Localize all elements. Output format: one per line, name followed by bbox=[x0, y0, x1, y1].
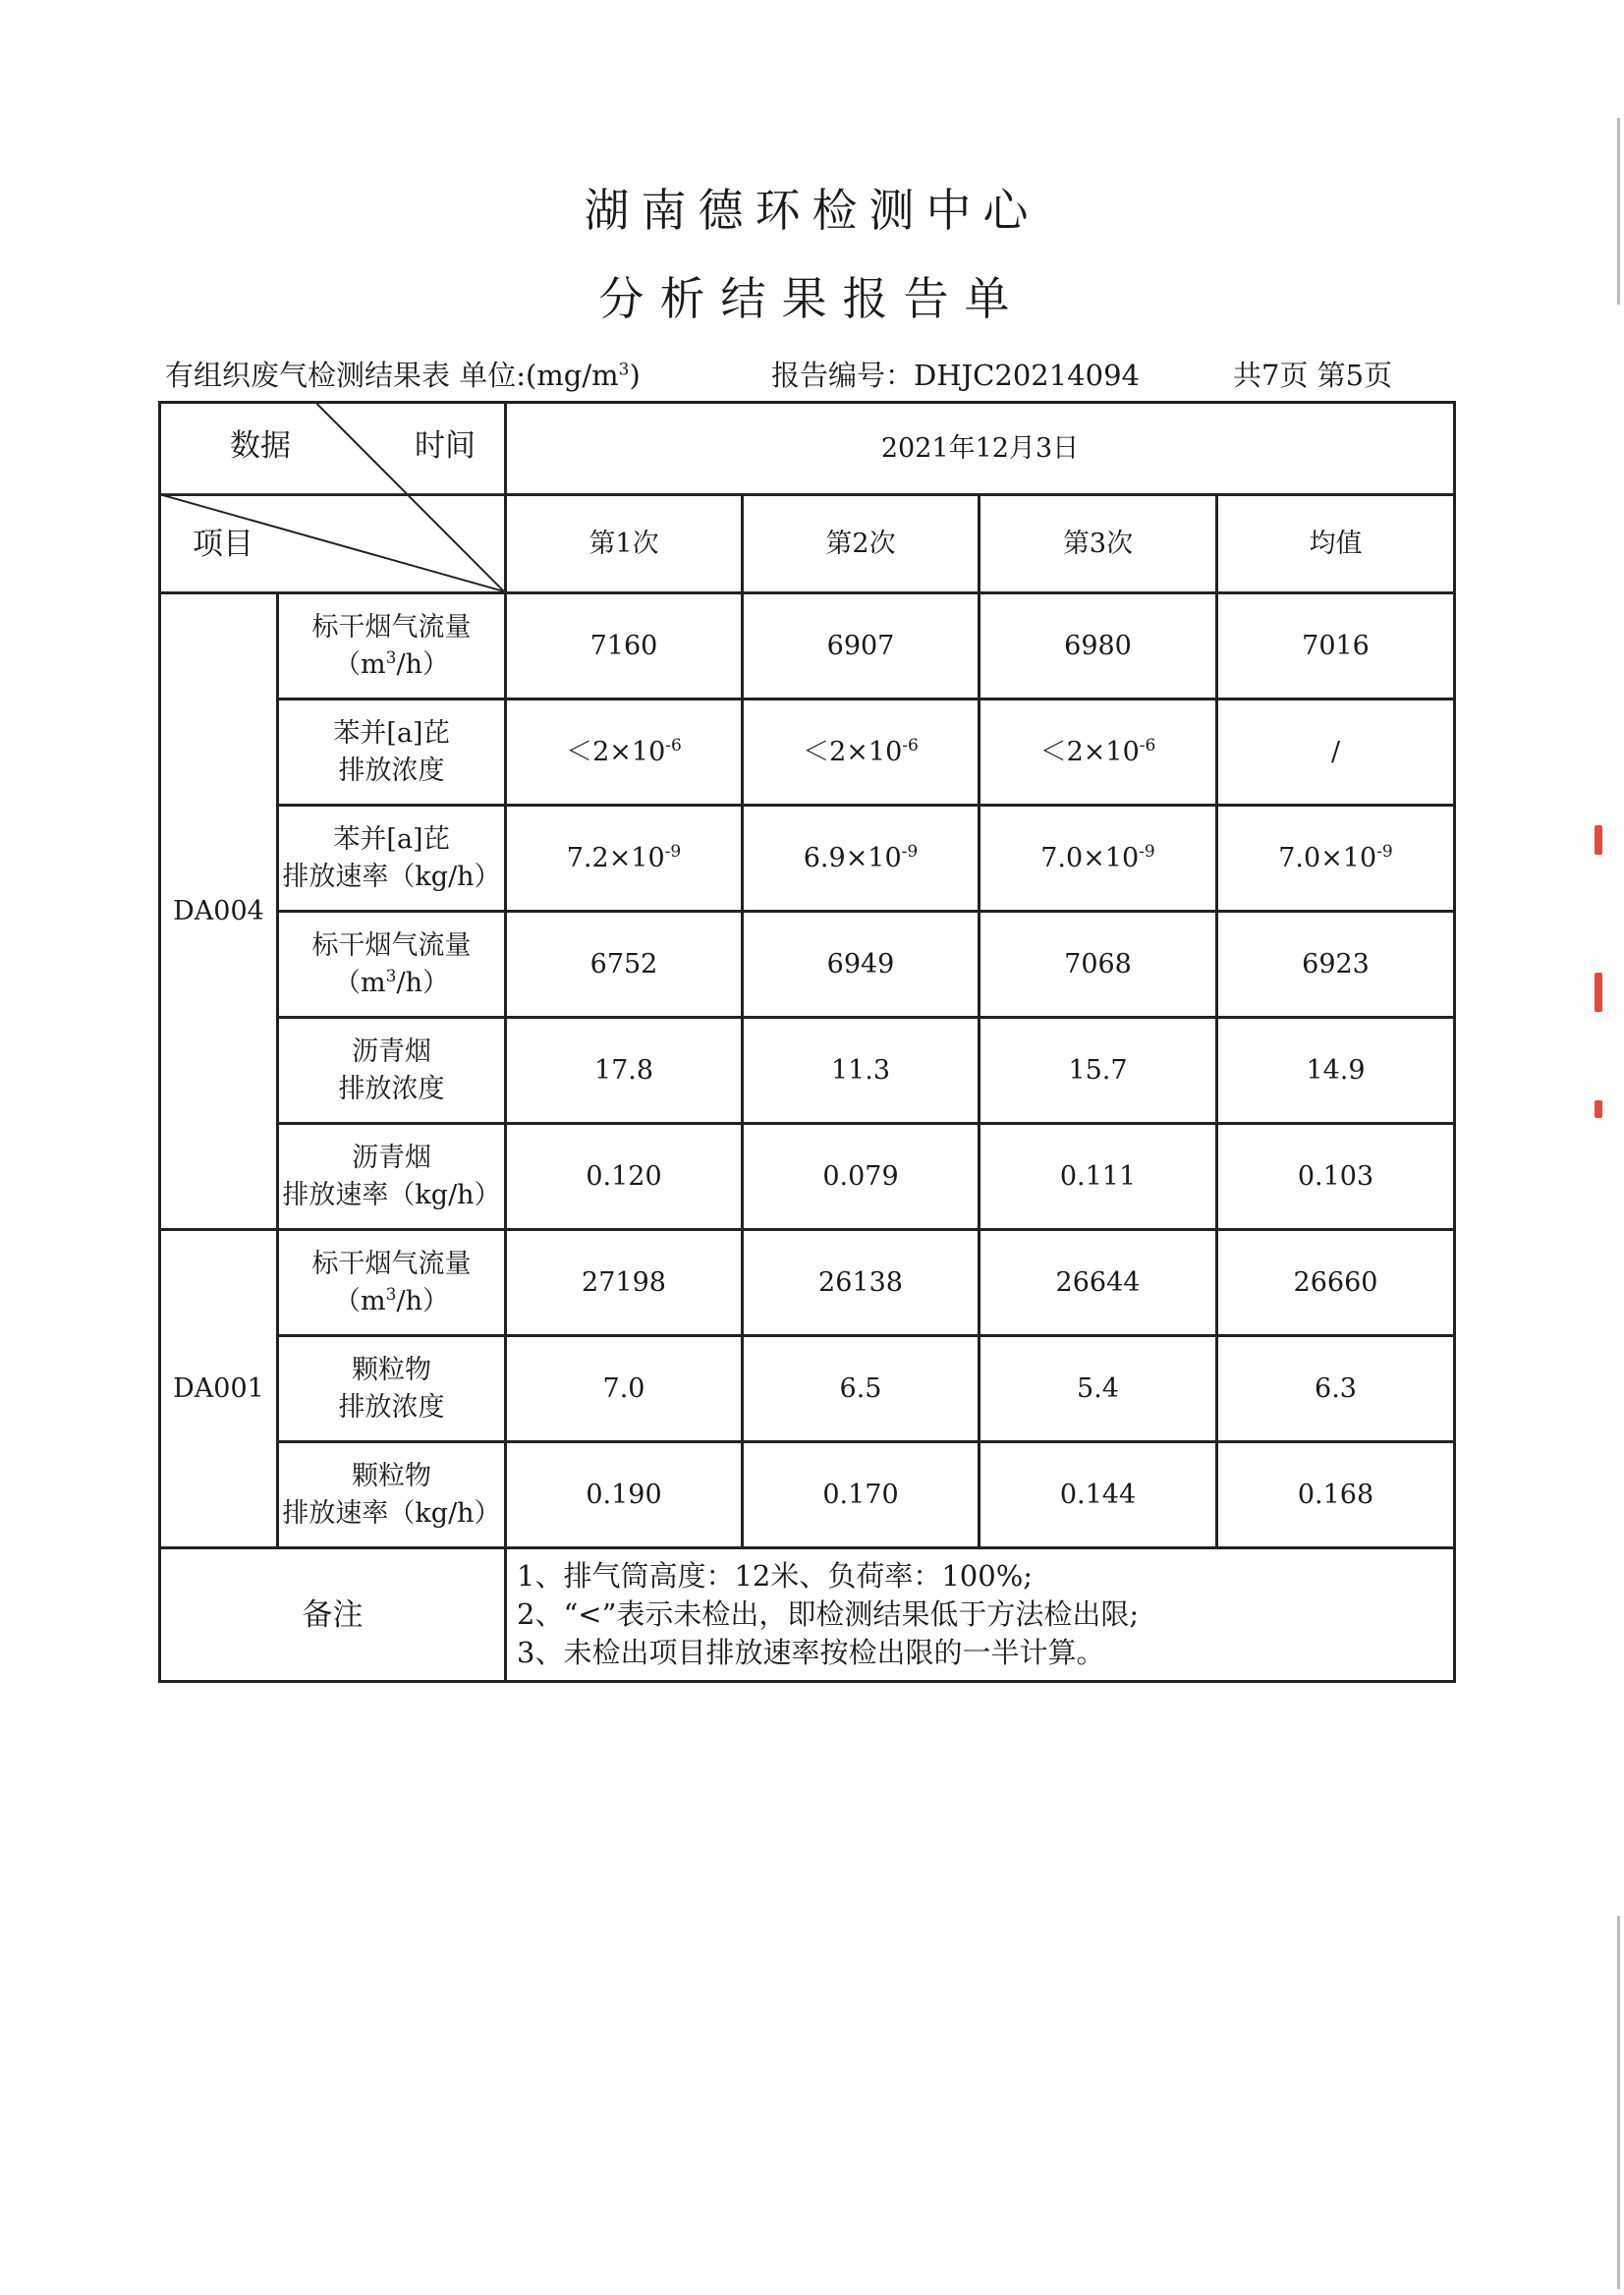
value-cell bbox=[506, 806, 743, 912]
results-table bbox=[158, 401, 1456, 1683]
table-row bbox=[160, 1018, 1455, 1124]
unit-sup: 3 bbox=[385, 647, 397, 668]
col-header-run1: 第1次 bbox=[506, 495, 743, 593]
remarks-label: 备注 bbox=[160, 1548, 506, 1682]
value-cell: 26138 bbox=[743, 1230, 980, 1336]
page-info: 共7页 第5页 bbox=[1233, 359, 1393, 392]
table-row bbox=[160, 912, 1455, 1018]
item-line2 bbox=[279, 646, 504, 684]
table-row bbox=[160, 700, 1455, 806]
corner-label-time: 时间 bbox=[415, 428, 476, 464]
item-line2: 排放速率（kg/h） bbox=[282, 1497, 501, 1529]
item-cell bbox=[278, 912, 506, 1018]
unit-sup: 3 bbox=[385, 1284, 397, 1305]
table-row bbox=[160, 806, 1455, 912]
item-line2: 排放浓度 bbox=[338, 755, 445, 786]
value-cell: 7160 bbox=[506, 593, 743, 700]
avg-cell bbox=[1217, 806, 1455, 912]
col-header-run3: 第3次 bbox=[980, 495, 1217, 593]
item-line2: 排放浓度 bbox=[338, 1391, 445, 1423]
report-number-label: 报告编号： bbox=[771, 359, 915, 392]
item-line1: 标干烟气流量 bbox=[311, 929, 472, 961]
value-cell: 15.7 bbox=[980, 1018, 1217, 1124]
col-header-avg: 均值 bbox=[1217, 495, 1455, 593]
item-line1: 颗粒物 bbox=[352, 1354, 431, 1385]
table-caption-prefix: 有组织废气检测结果表 单位:(mg/m bbox=[165, 359, 619, 392]
value-exp: -6 bbox=[1139, 735, 1156, 756]
remarks-row bbox=[160, 1548, 1455, 1682]
value-exp: -6 bbox=[665, 735, 682, 756]
item-cell bbox=[278, 1230, 506, 1336]
value-cell: 0.111 bbox=[980, 1124, 1217, 1230]
scan-edge-line bbox=[1617, 1916, 1620, 2289]
remark-line: 1、排气筒高度：12米、负荷率：100%; bbox=[517, 1559, 1034, 1593]
unit-suffix: /h） bbox=[396, 648, 449, 680]
document-title: 分析结果报告单 bbox=[598, 272, 1026, 325]
item-line1: 苯并[a]芘 bbox=[333, 823, 450, 855]
value-base: ＜2×10 bbox=[566, 736, 666, 767]
group-label-da004: DA004 bbox=[160, 593, 278, 1230]
item-cell bbox=[278, 1018, 506, 1124]
table-row bbox=[160, 593, 1455, 700]
avg-cell: 14.9 bbox=[1217, 1018, 1455, 1124]
value-cell: 0.144 bbox=[980, 1442, 1217, 1548]
item-cell bbox=[278, 1124, 506, 1230]
value-cell bbox=[980, 700, 1217, 806]
corner-label-data: 数据 bbox=[230, 428, 291, 464]
item-cell bbox=[278, 700, 506, 806]
avg-cell: / bbox=[1217, 700, 1455, 806]
value-cell bbox=[980, 806, 1217, 912]
item-line1: 苯并[a]芘 bbox=[333, 717, 450, 749]
value-exp: -9 bbox=[1376, 841, 1393, 862]
org-title: 湖南德环检测中心 bbox=[584, 184, 1040, 237]
value-exp: -9 bbox=[1139, 841, 1155, 862]
group-label-da001: DA001 bbox=[160, 1230, 278, 1548]
date-header: 2021年12月3日 bbox=[506, 403, 1455, 495]
value-cell: 6949 bbox=[743, 912, 980, 1018]
item-cell bbox=[278, 1336, 506, 1442]
value-cell: 6980 bbox=[980, 593, 1217, 700]
scan-edge-line bbox=[1617, 118, 1620, 305]
remark-line: 3、未检出项目排放速率按检出限的一半计算。 bbox=[517, 1636, 1105, 1669]
value-cell bbox=[743, 806, 980, 912]
item-line2 bbox=[279, 1283, 504, 1320]
table-row bbox=[160, 1230, 1455, 1336]
table-row bbox=[160, 1442, 1455, 1548]
table-row bbox=[160, 1336, 1455, 1442]
avg-cell: 6923 bbox=[1217, 912, 1455, 1018]
value-exp: -6 bbox=[902, 735, 919, 756]
table-caption bbox=[165, 354, 641, 394]
avg-cell: 7016 bbox=[1217, 593, 1455, 700]
value-cell: 27198 bbox=[506, 1230, 743, 1336]
value-base: 6.9×10 bbox=[803, 842, 902, 873]
item-line1: 标干烟气流量 bbox=[311, 611, 472, 643]
item-line2: 排放速率（kg/h） bbox=[282, 1179, 501, 1210]
value-cell: 17.8 bbox=[506, 1018, 743, 1124]
value-cell bbox=[743, 700, 980, 806]
value-cell: 7068 bbox=[980, 912, 1217, 1018]
value-base: ＜2×10 bbox=[803, 736, 903, 767]
value-cell: 7.0 bbox=[506, 1336, 743, 1442]
value-exp: -9 bbox=[664, 841, 682, 862]
avg-cell: 6.3 bbox=[1217, 1336, 1455, 1442]
stamp-edge-mark bbox=[1595, 973, 1602, 1012]
item-line2 bbox=[279, 965, 504, 1002]
stamp-edge-mark bbox=[1595, 1100, 1602, 1118]
item-line2: 排放浓度 bbox=[338, 1073, 445, 1104]
value-exp: -9 bbox=[901, 841, 919, 862]
col-header-run2: 第2次 bbox=[743, 495, 980, 593]
item-line1: 沥青烟 bbox=[352, 1036, 431, 1067]
avg-cell: 0.168 bbox=[1217, 1442, 1455, 1548]
value-cell: 11.3 bbox=[743, 1018, 980, 1124]
unit-suffix: /h） bbox=[396, 967, 449, 998]
item-line2: 排放速率（kg/h） bbox=[282, 861, 501, 892]
unit-prefix: （m bbox=[334, 967, 386, 998]
value-cell: 5.4 bbox=[980, 1336, 1217, 1442]
value-cell: 0.190 bbox=[506, 1442, 743, 1548]
unit-suffix: /h） bbox=[396, 1285, 449, 1316]
header-corner-cell bbox=[160, 403, 506, 593]
remark-line: 2、“<”表示未检出，即检测结果低于方法检出限; bbox=[517, 1597, 1140, 1631]
unit-prefix: （m bbox=[334, 648, 386, 680]
value-base: 7.2×10 bbox=[566, 842, 665, 873]
value-cell: 0.170 bbox=[743, 1442, 980, 1548]
item-line1: 标干烟气流量 bbox=[311, 1248, 472, 1279]
value-base: ＜2×10 bbox=[1039, 736, 1140, 767]
item-cell bbox=[278, 1442, 506, 1548]
value-cell: 6907 bbox=[743, 593, 980, 700]
value-base: 7.0×10 bbox=[1040, 842, 1140, 873]
item-line1: 颗粒物 bbox=[352, 1460, 431, 1491]
table-row bbox=[160, 1124, 1455, 1230]
stamp-edge-mark bbox=[1595, 825, 1602, 855]
unit-prefix: （m bbox=[334, 1285, 386, 1316]
remarks-notes bbox=[506, 1548, 1455, 1682]
table-caption-sup: 3 bbox=[618, 360, 630, 380]
value-cell: 0.079 bbox=[743, 1124, 980, 1230]
value-base: 7.0×10 bbox=[1278, 842, 1377, 873]
table-caption-suffix: ) bbox=[629, 359, 641, 392]
item-cell bbox=[278, 593, 506, 700]
report-number-value: DHJC20214094 bbox=[914, 359, 1140, 392]
avg-cell: 26660 bbox=[1217, 1230, 1455, 1336]
corner-label-item: 项目 bbox=[193, 527, 253, 562]
value-cell: 0.120 bbox=[506, 1124, 743, 1230]
unit-sup: 3 bbox=[385, 966, 397, 986]
value-cell: 26644 bbox=[980, 1230, 1217, 1336]
item-cell bbox=[278, 806, 506, 912]
report-number bbox=[771, 354, 1140, 394]
avg-cell: 0.103 bbox=[1217, 1124, 1455, 1230]
value-cell: 6752 bbox=[506, 912, 743, 1018]
item-line1: 沥青烟 bbox=[352, 1142, 431, 1173]
value-cell: 6.5 bbox=[743, 1336, 980, 1442]
value-cell bbox=[506, 700, 743, 806]
